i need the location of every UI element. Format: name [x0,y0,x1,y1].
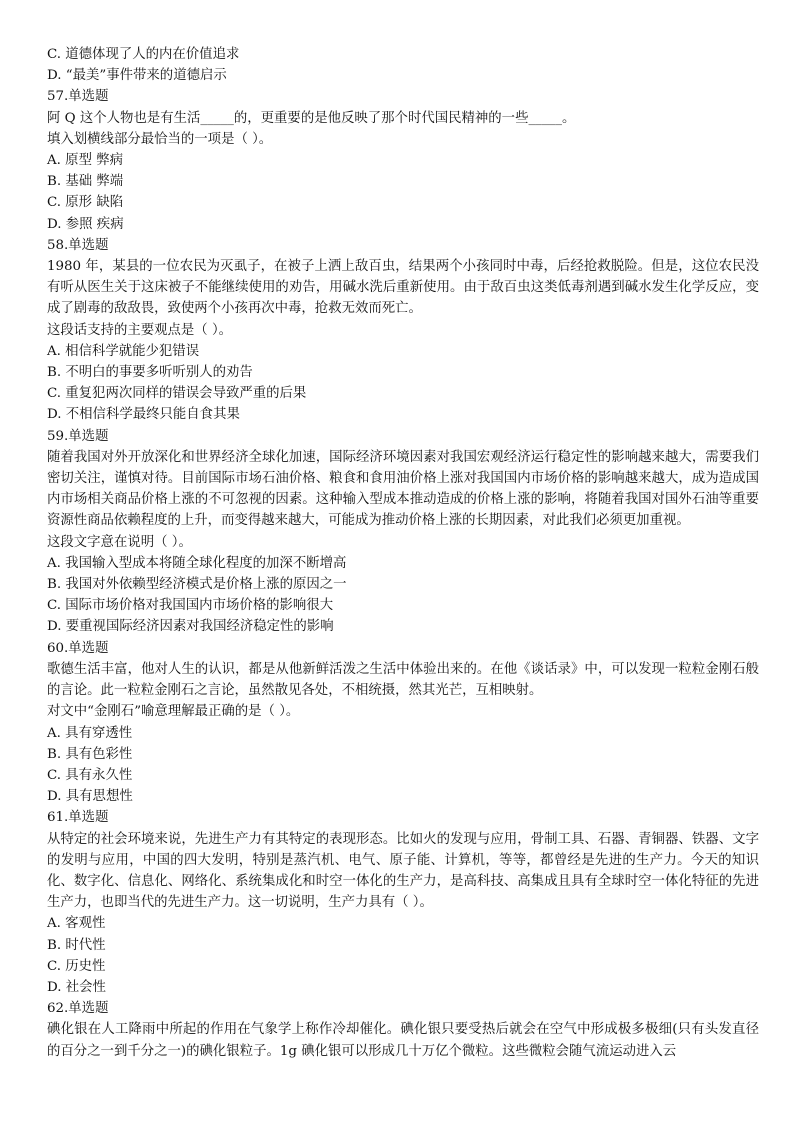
answer-option: B. 不明白的事要多听听别人的劝告 [47,365,253,381]
exam-document [47,44,759,1062]
text-line: 阿 Q 这个人物也是有生活_____的，更重要的是他反映了那个时代国民精神的一些_____。 [47,110,576,126]
answer-option: D. 参照 疾病 [47,216,124,232]
answer-option: D. 不相信科学最终只能自食其果 [47,407,240,423]
answer-option: C. 具有永久性 [47,767,133,783]
text-line: 填入划横线部分最恰当的一项是（ ）。 [47,131,273,147]
answer-option: A. 具有穿透性 [47,725,133,741]
answer-option: C. 历史性 [47,958,106,974]
answer-option: A. 相信科学就能少犯错误 [47,343,200,359]
question-paragraph: 随着我国对外开放深化和世界经济全球化加速，国际经济环境因素对我国宏观经济运行稳定性的影响越来越大，需要我们密切关注，谨慎对待。目前国际市场石油价格、粮食和食用油价格上涨对我国国内市场价格的影响越来越大，成为造成国内市场相关商品价格上涨的不可忽视的因素。这种输入型成本推动造成的价格上涨的影响，将随着我国对国外石油等重要资源性商品依赖程度的上升，而变得越来越大，可能成为推动价格上涨的长期因素，对此我们必须更加重视。 [47,449,759,529]
answer-option: B. 基础 弊端 [47,174,124,190]
answer-option: D. 社会性 [47,979,106,995]
answer-option: C. 国际市场价格对我国国内市场价格的影响很大 [47,598,334,614]
question-header: 57.单选题 [47,89,109,105]
answer-option: B. 时代性 [47,937,106,953]
answer-option: D. 具有思想性 [47,789,133,805]
question-header: 61.单选题 [47,810,109,826]
answer-option: A. 原型 弊病 [47,153,124,169]
text-line: 这段话支持的主要观点是（ ）。 [47,322,233,338]
answer-option: A. 我国输入型成本将随全球化程度的加深不断增高 [47,555,347,571]
text-line: 这段文字意在说明（ ）。 [47,534,192,550]
question-paragraph: 1980 年，某县的一位农民为灭虱子，在被子上洒上敌百虫，结果两个小孩同时中毒，后经抢救脱险。但是，这位农民没有听从医生关于这床被子不能继续使用的劝告，用碱水洗后重新使用。由于敌百虫这类低毒剂遇到碱水发生化学反应，变成了剧毒的敌敌畏，致使两个小孩再次中毒，抢救无效而死亡。 [47,259,759,317]
question-paragraph: 碘化银在人工降雨中所起的作用在气象学上称作冷却催化。碘化银只要受热后就会在空气中形成极多极细(只有头发直径的百分之一到千分之一)的碘化银粒子。1g 碘化银可以形成几十万亿个微粒。这些微粒会随气流运动进入云 [47,1022,759,1059]
answer-option: D. “最美”事件带来的道德启示 [47,68,227,84]
question-header: 62.单选题 [47,1001,109,1017]
question-paragraph: 歌德生活丰富，他对人生的认识，都是从他新鲜活泼之生活中体验出来的。在他《谈话录》中，可以发现一粒粒金刚石般的言论。此一粒粒金刚石之言论，虽然散见各处，不相统摄，然其光芒，互相映射。 [47,661,759,699]
answer-option: A. 客观性 [47,916,106,932]
answer-option: C. 原形 缺陷 [47,195,124,211]
question-header: 59.单选题 [47,428,109,444]
question-header: 58.单选题 [47,237,109,253]
question-header: 60.单选题 [47,640,109,656]
answer-option: B. 我国对外依赖型经济模式是价格上涨的原因之一 [47,577,347,593]
question-paragraph: 从特定的社会环境来说，先进生产力有其特定的表现形态。比如火的发现与应用，骨制工具、石器、青铜器、铁器、文字的发明与应用，中国的四大发明，特别是蒸汽机、电气、原子能、计算机，等等，都曾经是先进的生产力。今天的知识化、数字化、信息化、网络化、系统集成化和时空一体化的生产力，是高科技、高集成且具有全球时空一体化特征的先进生产力，也即当代的先进生产力。这一切说明，生产力具有（ ）。 [47,831,759,911]
answer-option: B. 具有色彩性 [47,746,133,762]
answer-option: C. 重复犯两次同样的错误会导致严重的后果 [47,386,307,402]
answer-option: D. 要重视国际经济因素对我国经济稳定性的影响 [47,619,334,635]
text-line: 对文中“金刚石”喻意理解最正确的是（ ）。 [47,704,300,720]
answer-option: C. 道德体现了人的内在价值追求 [47,47,240,62]
